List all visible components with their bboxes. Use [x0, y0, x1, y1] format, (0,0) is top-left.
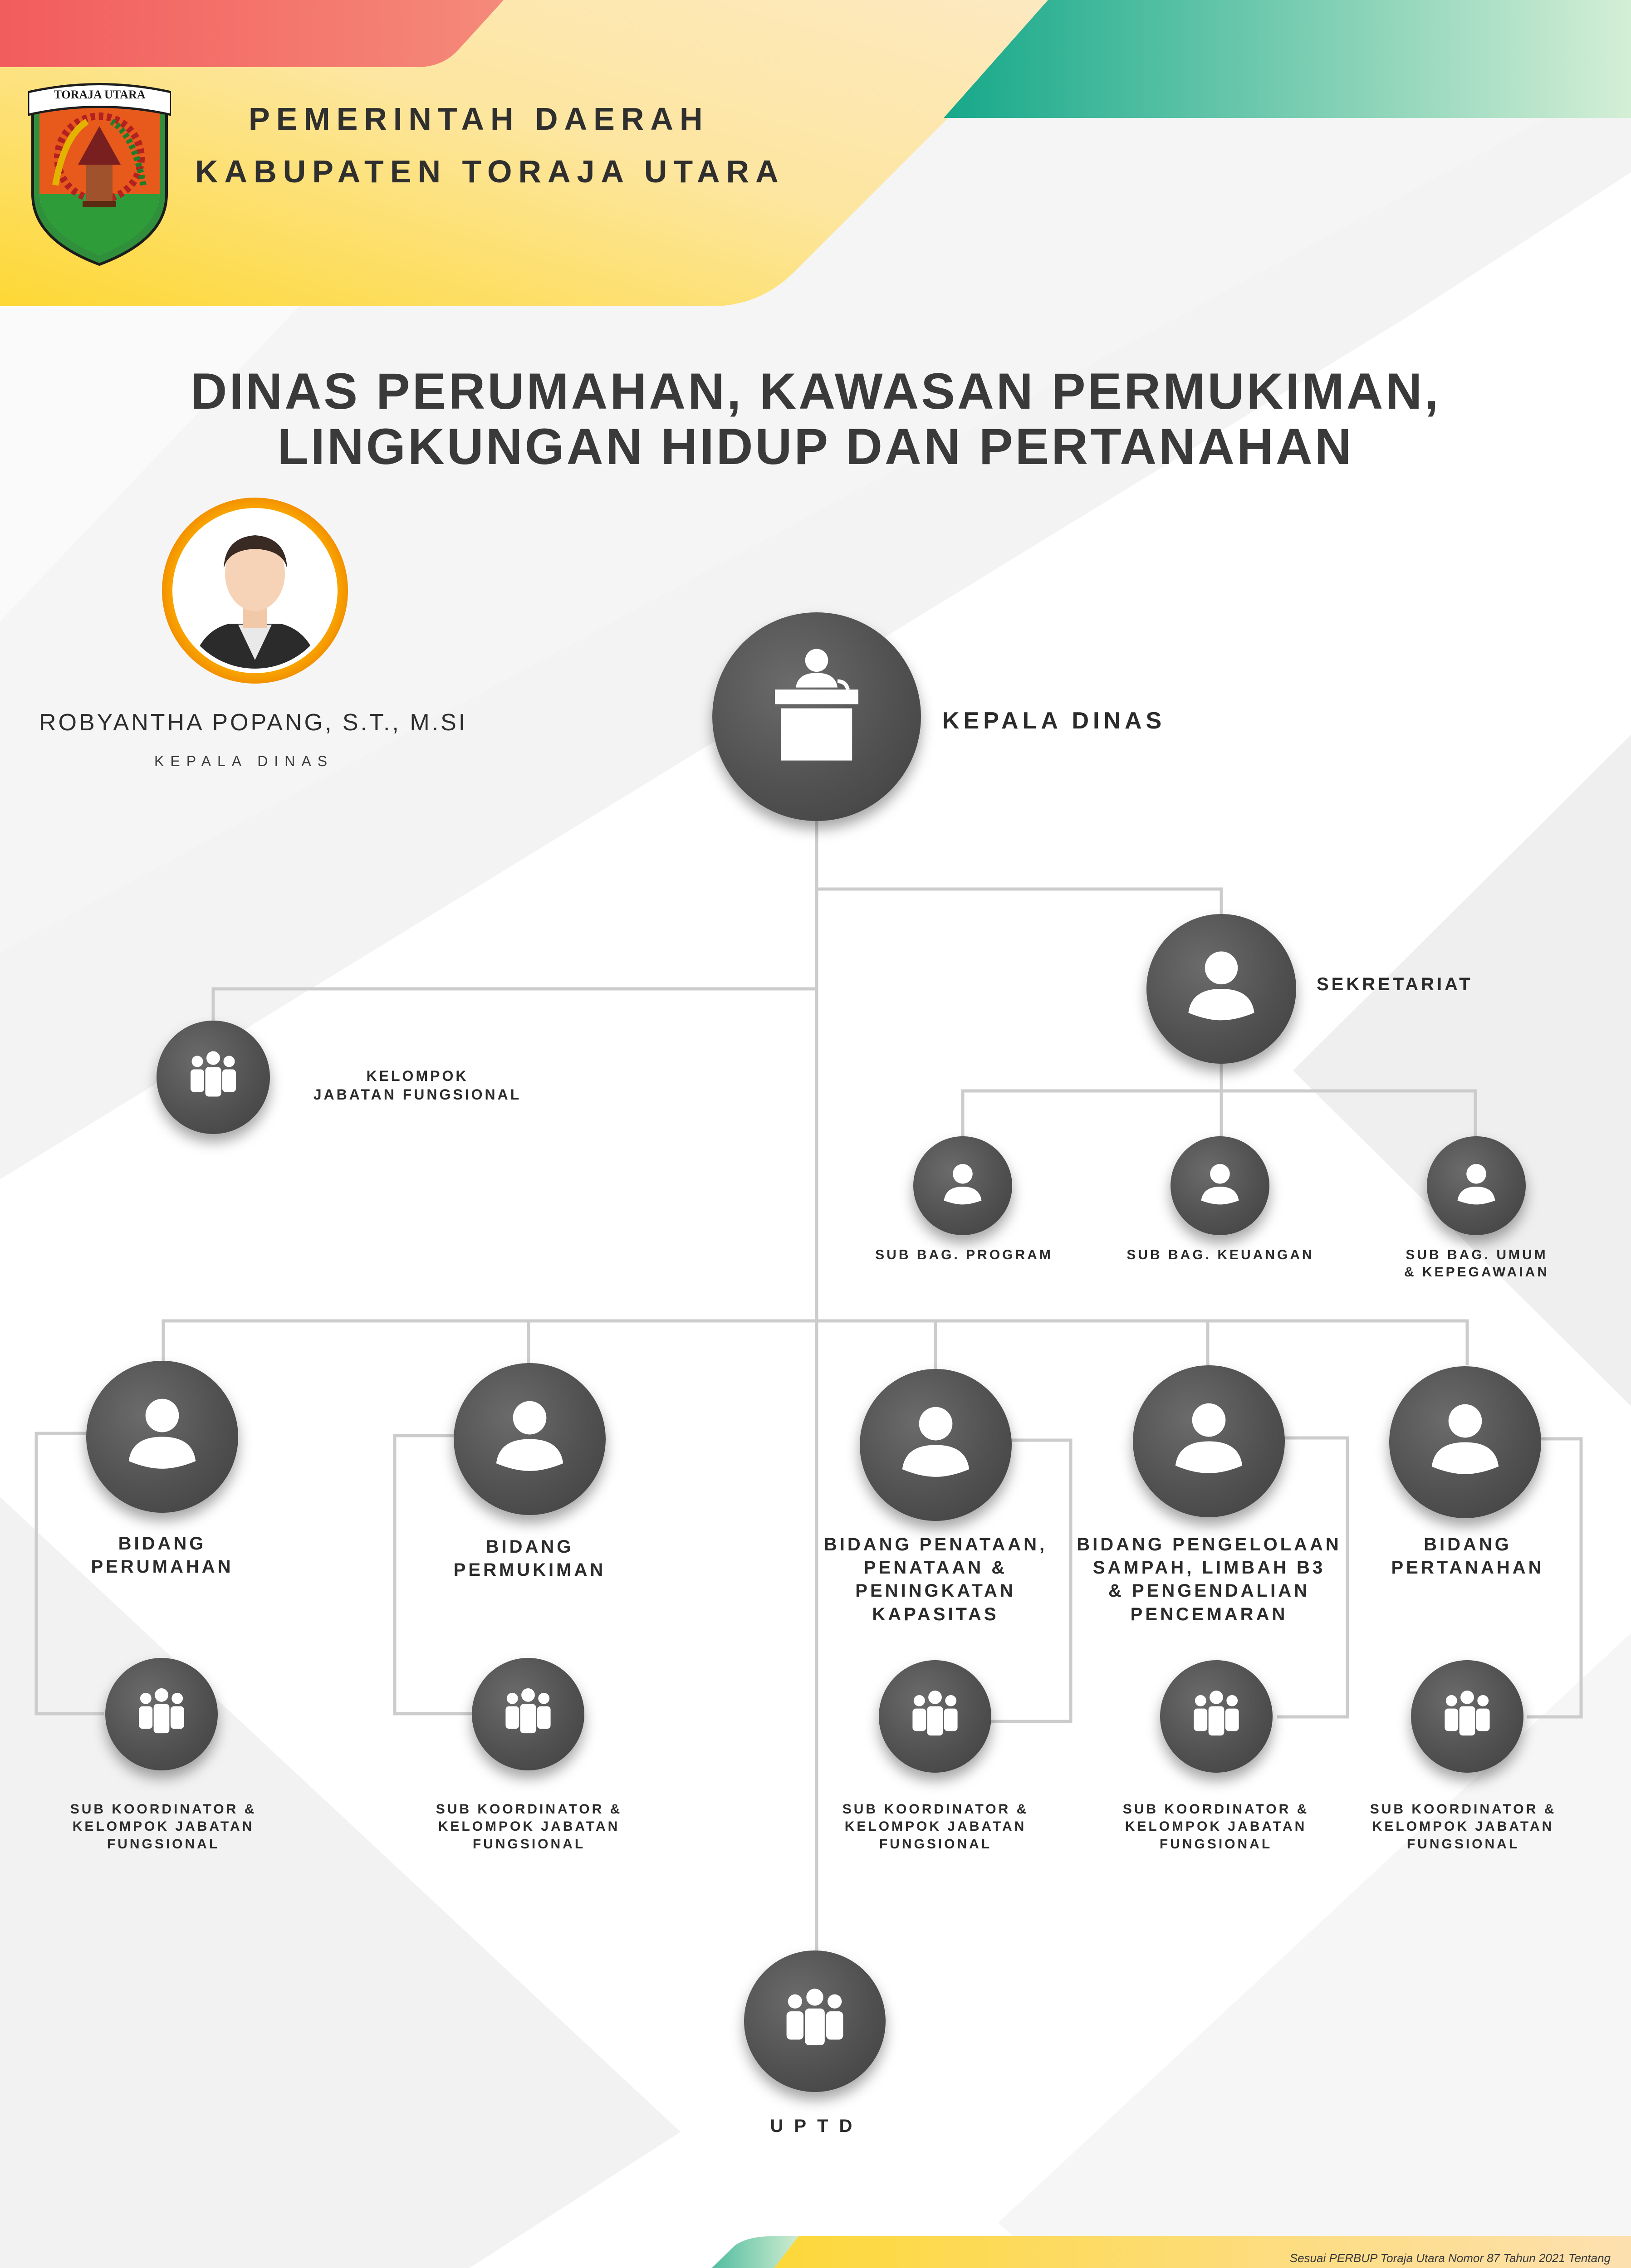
group-icon [744, 1950, 886, 2092]
subkor-pertanahan-node [1411, 1660, 1523, 1773]
bidang-pertanahan-label: BIDANG PERTANAHAN [1391, 1535, 1544, 1578]
sub-bag-keuangan-node [1171, 1136, 1269, 1235]
bidang-pengelolaan-label: BIDANG PENGELOLAAN SAMPAH, LIMBAH B3 & PENGENDALIAN PENCEMARAN [1077, 1535, 1342, 1624]
uptd-label: UPTD [770, 2116, 863, 2136]
group-icon [1411, 1660, 1523, 1773]
person-icon [86, 1361, 238, 1513]
official-avatar [161, 497, 349, 685]
podium-speaker-icon [712, 612, 921, 821]
logo-text: TORAJA UTARA [54, 88, 146, 101]
person-icon [913, 1136, 1012, 1235]
sub-bag-program-node [913, 1136, 1012, 1235]
subkor-pengelolaan-node [1160, 1660, 1273, 1773]
bidang-perumahan-node [86, 1361, 238, 1513]
person-icon [1133, 1365, 1285, 1517]
official-role: KEPALA DINAS [154, 753, 334, 769]
person-icon [1171, 1136, 1269, 1235]
person-icon [1427, 1136, 1526, 1235]
group-icon [157, 1021, 270, 1134]
subkor-permukiman-node [472, 1658, 584, 1770]
bidang-permukiman-node [454, 1363, 606, 1515]
group-icon [472, 1658, 584, 1770]
sub-bag-keuangan-label: SUB BAG. KEUANGAN [1127, 1247, 1314, 1262]
kepala-dinas-node [712, 612, 921, 821]
sekretariat-node [1146, 914, 1296, 1064]
regency-logo [28, 81, 171, 267]
person-icon [1389, 1366, 1541, 1518]
subkor-permukiman-label: SUB KOORDINATOR & KELOMPOK JABATAN FUNGSIONAL [436, 1802, 622, 1852]
page-title-line-2: LINGKUNGAN HIDUP DAN PERTANAHAN [277, 418, 1354, 475]
sub-bag-umum-label: SUB BAG. UMUM & KEPEGAWAIAN [1404, 1247, 1550, 1280]
kepala-dinas-label: KEPALA DINAS [942, 708, 1166, 734]
subkor-pengelolaan-label: SUB KOORDINATOR & KELOMPOK JABATAN FUNGSIONAL [1122, 1802, 1309, 1852]
header-line-1: PEMERINTAH DAERAH [249, 101, 709, 137]
header-line-2: KABUPATEN TORAJA UTARA [195, 154, 785, 189]
group-icon [105, 1658, 218, 1770]
kelompok-jf-node [157, 1021, 270, 1134]
sub-bag-umum-node [1427, 1136, 1526, 1235]
bidang-penataan-node [860, 1369, 1012, 1521]
person-icon [454, 1363, 606, 1515]
subkor-pertanahan-label: SUB KOORDINATOR & KELOMPOK JABATAN FUNGSIONAL [1370, 1802, 1557, 1852]
page-title-line-1: DINAS PERUMAHAN, KAWASAN PERMUKIMAN, [190, 363, 1441, 420]
bidang-penataan-label: BIDANG PENATAAN, PENATAAN & PENINGKATAN KAPASITAS [823, 1535, 1048, 1624]
uptd-node [744, 1950, 886, 2092]
footer-line-1: Sesuai PERBUP Toraja Utara Nomor 87 Tahun 2021 Tentang [1289, 2251, 1611, 2265]
group-icon [879, 1660, 991, 1773]
official-name: ROBYANTHA POPANG, S.T., M.SI [39, 709, 468, 736]
sub-bag-program-label: SUB BAG. PROGRAM [875, 1247, 1053, 1262]
kelompok-jf-label: KELOMPOK JABATAN FUNGSIONAL [313, 1068, 522, 1103]
group-icon [1160, 1660, 1273, 1773]
bidang-perumahan-label: BIDANG PERUMAHAN [91, 1534, 234, 1577]
bidang-pengelolaan-node [1133, 1365, 1285, 1517]
subkor-perumahan-node [105, 1658, 218, 1770]
person-icon [1146, 914, 1296, 1064]
person-icon [860, 1369, 1012, 1521]
subkor-penataan-label: SUB KOORDINATOR & KELOMPOK JABATAN FUNGSIONAL [842, 1802, 1029, 1852]
legal-basis-note [1184, 2250, 1611, 2268]
bidang-pertanahan-node [1389, 1366, 1541, 1518]
subkor-perumahan-label: SUB KOORDINATOR & KELOMPOK JABATAN FUNGSIONAL [70, 1802, 257, 1852]
subkor-penataan-node [879, 1660, 991, 1773]
sekretariat-label: SEKRETARIAT [1317, 974, 1473, 994]
bidang-permukiman-label: BIDANG PERMUKIMAN [453, 1537, 606, 1580]
